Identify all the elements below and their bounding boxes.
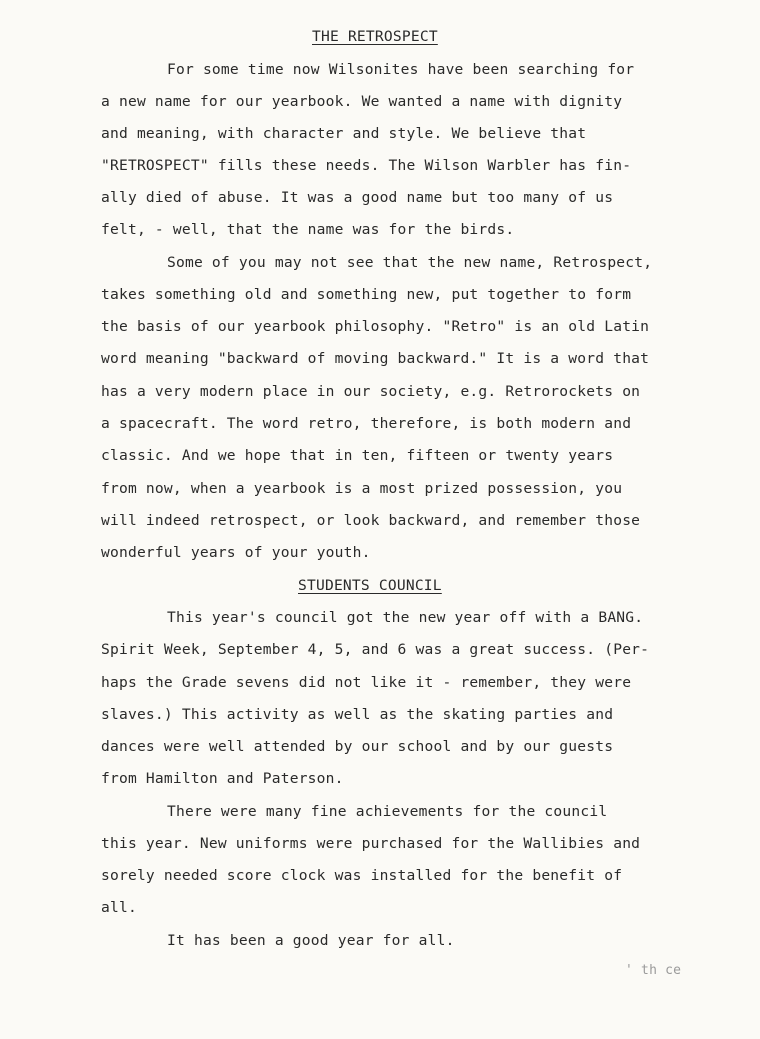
- text-line: this year. New uniforms were purchased for the Wallibies and: [101, 835, 641, 852]
- text-line: There were many fine achievements for the council: [167, 803, 608, 820]
- text-line: Spirit Week, September 4, 5, and 6 was a great success. (Per-: [101, 641, 650, 658]
- text-line: a new name for our yearbook. We wanted a name with dignity: [101, 93, 623, 110]
- text-line: and meaning, with character and style. We believe that: [101, 125, 587, 142]
- text-line: felt, - well, that the name was for the birds.: [101, 221, 515, 238]
- text-line: dances were well attended by our school and by our guests: [101, 738, 614, 755]
- text-line: has a very modern place in our society, e.g. Retrorockets on: [101, 383, 641, 400]
- text-line: will indeed retrospect, or look backward, and remember those: [101, 512, 641, 529]
- bleed-through-fragment: ' th ce: [625, 963, 682, 978]
- text-line: classic. And we hope that in ten, fifteen or twenty years: [101, 447, 614, 464]
- text-line: This year's council got the new year off with a BANG.: [167, 609, 644, 626]
- heading-students-council: STUDENTS COUNCIL: [298, 577, 442, 594]
- text-line: a spacecraft. The word retro, therefore, is both modern and: [101, 415, 632, 432]
- text-line: It has been a good year for all.: [167, 932, 455, 949]
- text-line: haps the Grade sevens did not like it - remember, they were: [101, 674, 632, 691]
- text-line: all.: [101, 899, 137, 916]
- text-line: from now, when a yearbook is a most prized possession, you: [101, 480, 623, 497]
- text-line: Some of you may not see that the new name, Retrospect,: [167, 254, 653, 271]
- text-line: slaves.) This activity as well as the skating parties and: [101, 706, 614, 723]
- text-line: wonderful years of your youth.: [101, 544, 371, 561]
- text-line: sorely needed score clock was installed for the benefit of: [101, 867, 623, 884]
- text-line: For some time now Wilsonites have been searching for: [167, 61, 635, 78]
- text-line: ally died of abuse. It was a good name but too many of us: [101, 189, 614, 206]
- heading-the-retrospect: THE RETROSPECT: [312, 28, 438, 45]
- text-line: word meaning "backward of moving backward." It is a word that: [101, 350, 650, 367]
- text-line: from Hamilton and Paterson.: [101, 770, 344, 787]
- text-line: takes something old and something new, put together to form: [101, 286, 632, 303]
- text-line: the basis of our yearbook philosophy. "Retro" is an old Latin: [101, 318, 650, 335]
- text-line: "RETROSPECT" fills these needs. The Wilson Warbler has fin-: [101, 157, 632, 174]
